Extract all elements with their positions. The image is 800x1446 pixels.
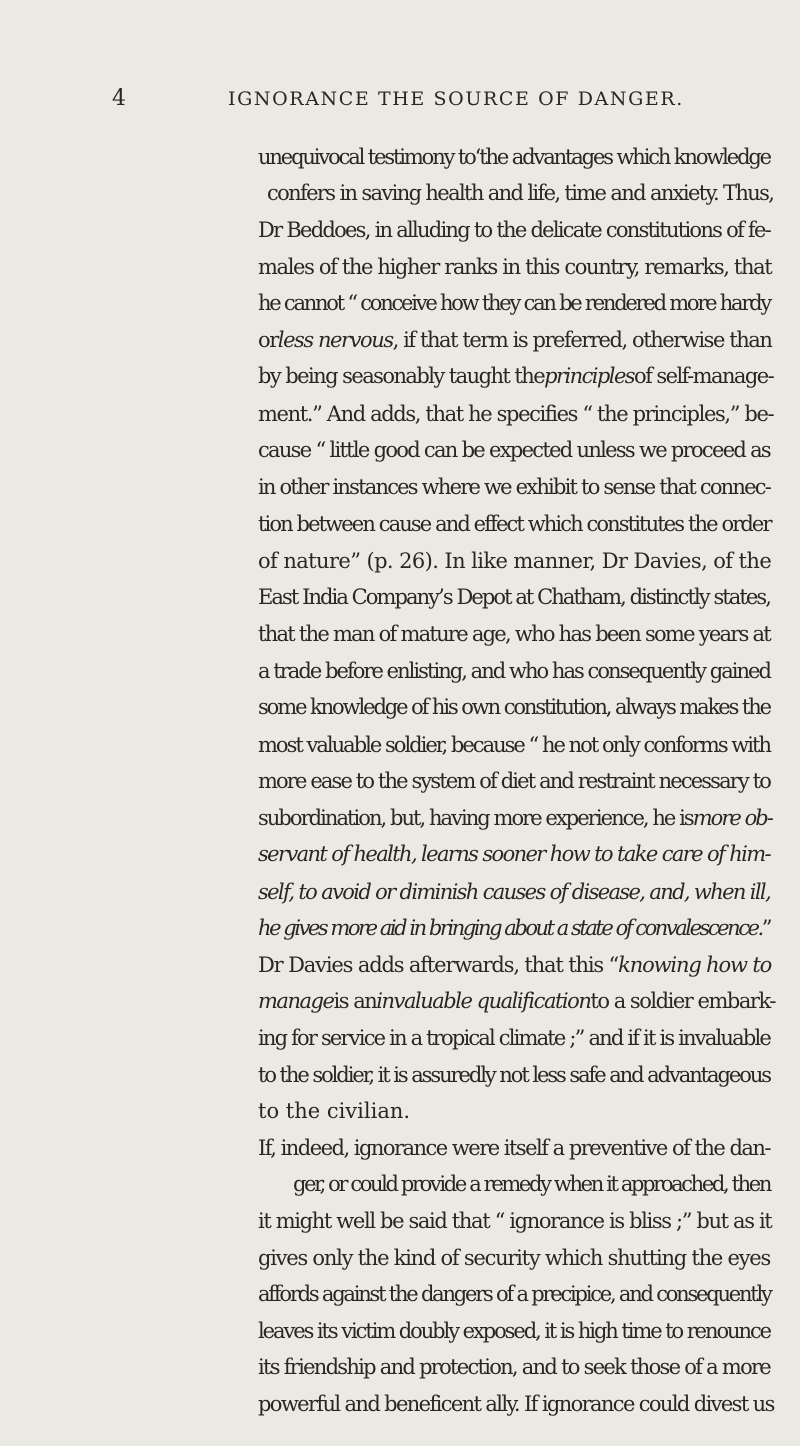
text-line-content xyxy=(293,1165,770,1203)
text-run: unequivocal testimony to‘the advantages which knowledge xyxy=(258,145,770,169)
text-line-content xyxy=(258,762,770,800)
text-run: leaves its victim doubly exposed, it is high time to renounce xyxy=(258,1319,770,1343)
text-run: more ease to the system of diet and restraint necessary to xyxy=(258,769,771,793)
text-line xyxy=(0,762,800,800)
text-line-content xyxy=(258,615,770,653)
italic-text: principles xyxy=(544,364,635,388)
text-run: ” xyxy=(761,916,770,940)
text-line-content xyxy=(258,726,770,764)
text-line xyxy=(0,835,800,873)
text-line xyxy=(0,799,800,837)
text-line xyxy=(0,578,800,616)
text-line-content xyxy=(258,431,770,469)
text-line xyxy=(0,873,800,911)
text-line xyxy=(0,321,800,359)
italic-text: more ob- xyxy=(692,806,772,830)
text-line xyxy=(0,1165,800,1203)
text-line-content xyxy=(258,652,770,690)
text-run: to the civilian. xyxy=(258,1099,411,1123)
text-run: ing for service in a tropical climate ;” and if it is invaluable xyxy=(258,1026,770,1050)
text-line xyxy=(0,138,800,176)
text-line-content xyxy=(258,1092,410,1130)
text-line xyxy=(0,1019,800,1057)
text-run: If, indeed, ignorance were itself a preventive of the dan- xyxy=(258,1136,770,1160)
text-run: of nature” (p. 26). In like manner, Dr Davies, of the xyxy=(258,549,772,573)
text-run: cause “ little good can be expected unless we proceed as xyxy=(258,438,770,462)
text-line xyxy=(0,1202,800,1240)
text-line xyxy=(0,1275,800,1313)
text-run: of self-manage- xyxy=(634,364,774,388)
text-run: males of the higher ranks in this country, remarks, that xyxy=(258,255,772,279)
text-line-content xyxy=(258,284,770,322)
text-run: a trade before enlisting, and who has consequently gained xyxy=(258,659,770,683)
italic-text: knowing how to xyxy=(618,953,772,977)
text-run: he cannot “ conceive how they can be rendered more hardy xyxy=(258,291,770,315)
text-run: most valuable soldier, because “ he not only conforms with xyxy=(258,733,771,757)
text-run: to a soldier embark- xyxy=(590,989,775,1013)
text-line xyxy=(0,652,800,690)
text-run: ger, or could provide a remedy when it approached, then xyxy=(293,1172,771,1196)
text-line xyxy=(0,395,800,433)
text-line-content xyxy=(258,873,770,911)
text-line-content xyxy=(258,909,770,947)
page-number: 4 xyxy=(112,86,128,111)
text-line-content xyxy=(258,1019,770,1057)
text-line-content xyxy=(258,1129,770,1167)
italic-text: self, to avoid or diminish causes of disease, and, when ill, xyxy=(258,880,771,904)
text-line-content xyxy=(258,982,775,1020)
text-run: to the soldier, it is assuredly not less safe and advantageous xyxy=(258,1063,770,1087)
text-line-content xyxy=(258,468,770,506)
text-line-content xyxy=(258,1202,771,1240)
italic-text: less nervous xyxy=(277,328,393,352)
page-header xyxy=(112,86,772,122)
italic-text: manage xyxy=(258,989,334,1013)
text-run: some knowledge of his own constitution, always makes the xyxy=(258,695,770,719)
text-line xyxy=(0,174,800,212)
text-run: , if that term is preferred, otherwise than xyxy=(392,328,772,352)
text-run: confers in saving health and life, time and anxiety. Thus, xyxy=(267,181,774,205)
text-line xyxy=(0,431,800,469)
text-line-content xyxy=(258,542,771,580)
text-line-content xyxy=(258,1385,774,1423)
text-line-content xyxy=(258,578,770,616)
text-run: ment.” And adds, that he specifies “ the principles,” be- xyxy=(258,402,774,426)
text-line xyxy=(0,982,800,1020)
text-line xyxy=(0,1385,800,1423)
text-run: tion between cause and effect which constitutes the order xyxy=(258,512,771,536)
text-line-content xyxy=(258,1056,770,1094)
text-run: it might well be said that “ ignorance is bliss ;” but as it xyxy=(258,1209,772,1233)
text-line xyxy=(0,1056,800,1094)
italic-text: servant of health, learns sooner how to take care of him- xyxy=(258,842,770,866)
text-run: is an xyxy=(333,989,377,1013)
text-run: Dr Davies adds afterwards, that this “ xyxy=(258,953,619,977)
text-line-content xyxy=(258,321,771,359)
text-line xyxy=(0,688,800,726)
text-line-content xyxy=(258,1348,770,1386)
text-line xyxy=(0,468,800,506)
text-run: that the man of mature age, who has been some years at xyxy=(258,622,771,646)
text-line xyxy=(0,946,800,984)
text-line xyxy=(0,542,800,580)
text-line xyxy=(0,909,800,947)
text-line xyxy=(0,248,800,286)
text-line-content xyxy=(258,357,773,395)
text-run: in other instances where we exhibit to sense that connec- xyxy=(258,475,771,499)
running-title: IGNORANCE THE SOURCE OF DANGER. xyxy=(228,88,684,110)
text-run: subordination, but, having more experience, he is xyxy=(258,806,693,830)
text-line-content xyxy=(258,138,770,176)
text-run: affords against the dangers of a precipice, and consequently xyxy=(258,1282,771,1306)
text-line-content xyxy=(267,174,773,212)
text-line xyxy=(0,1129,800,1167)
text-line-content xyxy=(258,248,771,286)
text-line-content xyxy=(258,835,770,873)
text-run: Dr Beddoes, in alluding to the delicate constitutions of fe- xyxy=(258,218,770,242)
text-line xyxy=(0,505,800,543)
text-line-content xyxy=(258,1239,770,1277)
text-run: by being seasonably taught the xyxy=(258,364,545,388)
text-run: powerful and beneficent ally. If ignorance could divest us xyxy=(258,1392,774,1416)
text-line xyxy=(0,1239,800,1277)
text-line xyxy=(0,284,800,322)
text-line-content xyxy=(258,946,771,984)
text-line xyxy=(0,357,800,395)
text-line xyxy=(0,211,800,249)
text-line-content xyxy=(258,395,773,433)
text-line xyxy=(0,615,800,653)
text-line xyxy=(0,1092,800,1130)
text-line-content xyxy=(258,505,771,543)
text-line-content xyxy=(258,688,770,726)
text-line-content xyxy=(258,211,770,249)
text-line xyxy=(0,726,800,764)
text-run: East India Company’s Depot at Chatham, distinctly states, xyxy=(258,585,770,609)
italic-text: invaluable qualification xyxy=(376,989,591,1013)
text-run: or xyxy=(258,328,278,352)
text-line-content xyxy=(258,1275,771,1313)
text-run: gives only the kind of security which shutting the eyes xyxy=(258,1246,771,1270)
text-line xyxy=(0,1348,800,1386)
text-line xyxy=(0,1312,800,1350)
text-run: its friendship and protection, and to seek those of a more xyxy=(258,1355,771,1379)
text-line-content xyxy=(258,1312,770,1350)
italic-text: he gives more aid in bringing about a state of convalescence. xyxy=(258,916,762,940)
text-line-content xyxy=(258,799,772,837)
